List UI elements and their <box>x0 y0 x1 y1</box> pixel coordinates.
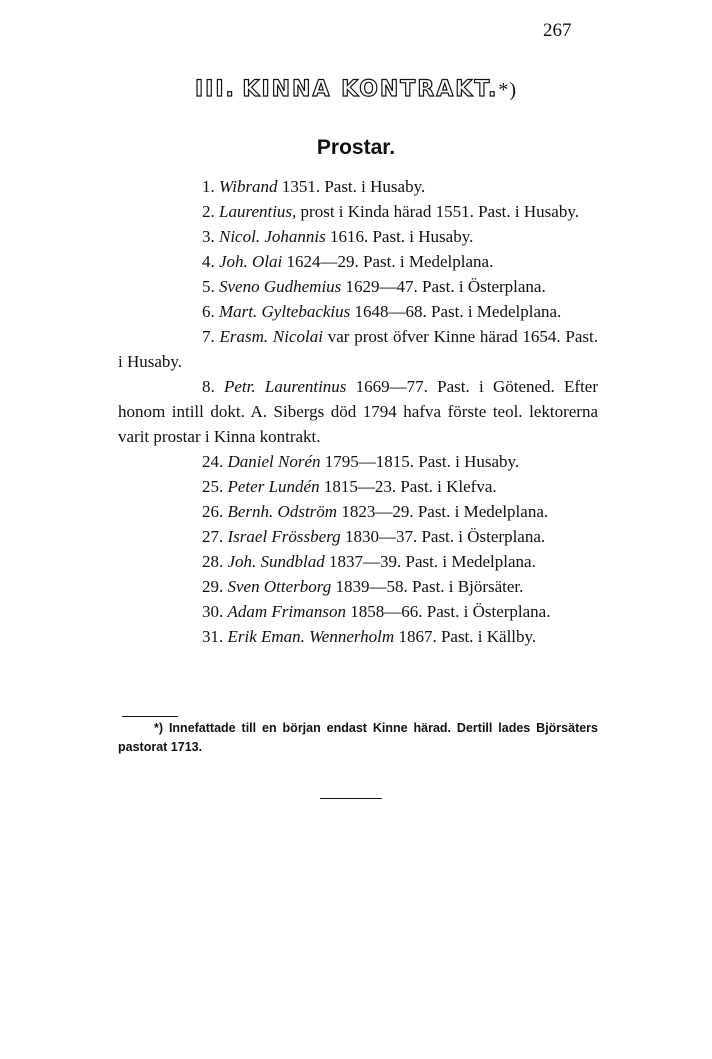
entry-number: 24. <box>202 452 224 471</box>
entry-number: 4. <box>202 252 215 271</box>
entry-text: 1830—37. Past. i Österplana. <box>340 527 546 546</box>
list-item <box>118 599 598 624</box>
entry-number: 25. <box>202 477 224 496</box>
subheading-prostar: Prostar. <box>316 136 396 159</box>
entry-name: Erasm. Nicolai <box>219 327 323 346</box>
entry-name: Mart. Gyltebackius <box>219 302 351 321</box>
section-numeral: III. <box>194 77 236 102</box>
list-item <box>118 524 598 549</box>
footnote-reference: *) <box>498 79 518 101</box>
entry-text: 1629—47. Past. i Österplana. <box>341 277 546 296</box>
entry-name: Adam Frimanson <box>227 602 347 621</box>
entry-name: Daniel Norén <box>227 452 321 471</box>
section-heading <box>0 76 712 102</box>
entry-text: 1648—68. Past. i Medelplana. <box>350 302 562 321</box>
entry-text: prost i Kinda härad 1551. Past. i Husaby. <box>296 202 579 221</box>
page-number: 267 <box>543 20 572 41</box>
list-item <box>118 549 598 574</box>
entry-number: 6. <box>202 302 215 321</box>
entry-number: 26. <box>202 502 224 521</box>
entry-number: 29. <box>202 577 224 596</box>
list-item <box>118 374 598 449</box>
entry-name: Wibrand <box>219 177 278 196</box>
end-rule <box>320 798 382 799</box>
entry-number: 31. <box>202 627 224 646</box>
entry-name: Nicol. Johannis <box>219 227 326 246</box>
entry-list <box>118 174 598 649</box>
entry-number: 28. <box>202 552 224 571</box>
list-item <box>118 474 598 499</box>
entry-name: Peter Lundén <box>227 477 320 496</box>
entry-text: 1669—77. Past. i Götened. Efter honom intill dokt. A. Sibergs död 1794 hafva förste teol. lektorerna varit prostar i Kinna kontrakt. <box>118 377 598 446</box>
entry-text: 1616. Past. i Husaby. <box>325 227 474 246</box>
entry-number: 3. <box>202 227 215 246</box>
section-title: KINNA KONTRAKT. <box>242 77 499 102</box>
entry-number: 2. <box>202 202 215 221</box>
list-item <box>118 299 598 324</box>
list-item <box>118 224 598 249</box>
entry-number: 8. <box>202 377 215 396</box>
entry-name: Bernh. Odström <box>227 502 338 521</box>
entry-text: 1823—29. Past. i Medelplana. <box>337 502 549 521</box>
entry-name: Erik Eman. Wennerholm <box>227 627 395 646</box>
entry-text: 1837—39. Past. i Medelplana. <box>324 552 536 571</box>
entry-name: Sven Otterborg <box>227 577 332 596</box>
list-item <box>118 274 598 299</box>
footnote-rule <box>122 716 178 717</box>
entry-name: Sveno Gudhemius <box>219 277 342 296</box>
entry-name: Laurentius, <box>219 202 297 221</box>
entry-text: 1795—1815. Past. i Husaby. <box>320 452 520 471</box>
entry-text: 1867. Past. i Källby. <box>394 627 537 646</box>
entry-number: 1. <box>202 177 215 196</box>
entry-text: 1858—66. Past. i Österplana. <box>346 602 551 621</box>
list-item <box>118 449 598 474</box>
list-item <box>118 624 598 649</box>
entry-number: 30. <box>202 602 224 621</box>
entry-number: 7. <box>202 327 215 346</box>
entry-text: 1815—23. Past. i Klefva. <box>319 477 497 496</box>
entry-name: Israel Frössberg <box>227 527 341 546</box>
list-item <box>118 499 598 524</box>
entry-number: 27. <box>202 527 224 546</box>
entry-text: 1351. Past. i Husaby. <box>277 177 426 196</box>
entry-name: Petr. Laurentinus <box>224 377 347 396</box>
footnote: *) Innefattade till en början endast Kinne härad. Dertill lades Björsäters pastorat 1713. <box>118 721 598 754</box>
list-item <box>118 324 598 374</box>
entry-text: var prost öfver Kinne härad 1654. Past. i Husaby. <box>118 327 599 371</box>
list-item <box>118 174 598 199</box>
entry-name: Joh. Olai <box>219 252 283 271</box>
list-item <box>118 249 598 274</box>
list-item <box>118 199 598 224</box>
entry-number: 5. <box>202 277 215 296</box>
list-item <box>118 574 598 599</box>
entry-text: 1839—58. Past. i Björsäter. <box>331 577 524 596</box>
entry-name: Joh. Sundblad <box>227 552 325 571</box>
entry-text: 1624—29. Past. i Medelplana. <box>282 252 494 271</box>
